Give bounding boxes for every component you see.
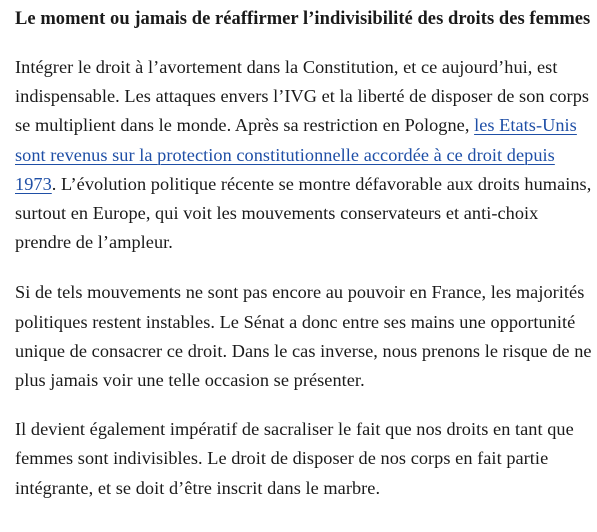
paragraph-2: Si de tels mouvements ne sont pas encore au pouvoir en France, les majorités politiques restent instables. Le Sénat a donc entre ses mains une opportunité unique de consacrer ce droit. Dans le cas inverse, nous prenons le risque de ne plus jamais voir une telle occasion se présenter. — [15, 282, 592, 391]
section-heading: Le moment ou jamais de réaffirmer l’indivisibilité des droits des femmes — [15, 9, 591, 29]
paragraph-1-text-before: Intégrer le droit à l’avortement dans la Constitution, et ce aujourd’hui, est indispensable. Les attaques envers l’IVG et la liberté de disposer de son corps se multiplient dans le monde. Après sa restriction en Pologne, — [15, 57, 590, 136]
us-constitutional-protection-link[interactable]: les Etats-Unis sont revenus sur la protection constitutionnelle accordée à ce droit depuis 1973 — [15, 115, 577, 194]
paragraph-1-text-after: . L’évolution politique récente se montre défavorable aux droits humains, surtout en Europe, qui voit les mouvements conservateurs et anti-choix prendre de l’ampleur. — [15, 173, 592, 253]
paragraph-1 — [15, 53, 595, 257]
article-body — [15, 0, 595, 503]
paragraph-3: Il devient également impératif de sacraliser le fait que nos droits en tant que femmes sont indivisibles. Le droit de disposer de nos corps en fait partie intégrante, et se doit d’être inscrit dans le marbre. — [15, 419, 574, 498]
